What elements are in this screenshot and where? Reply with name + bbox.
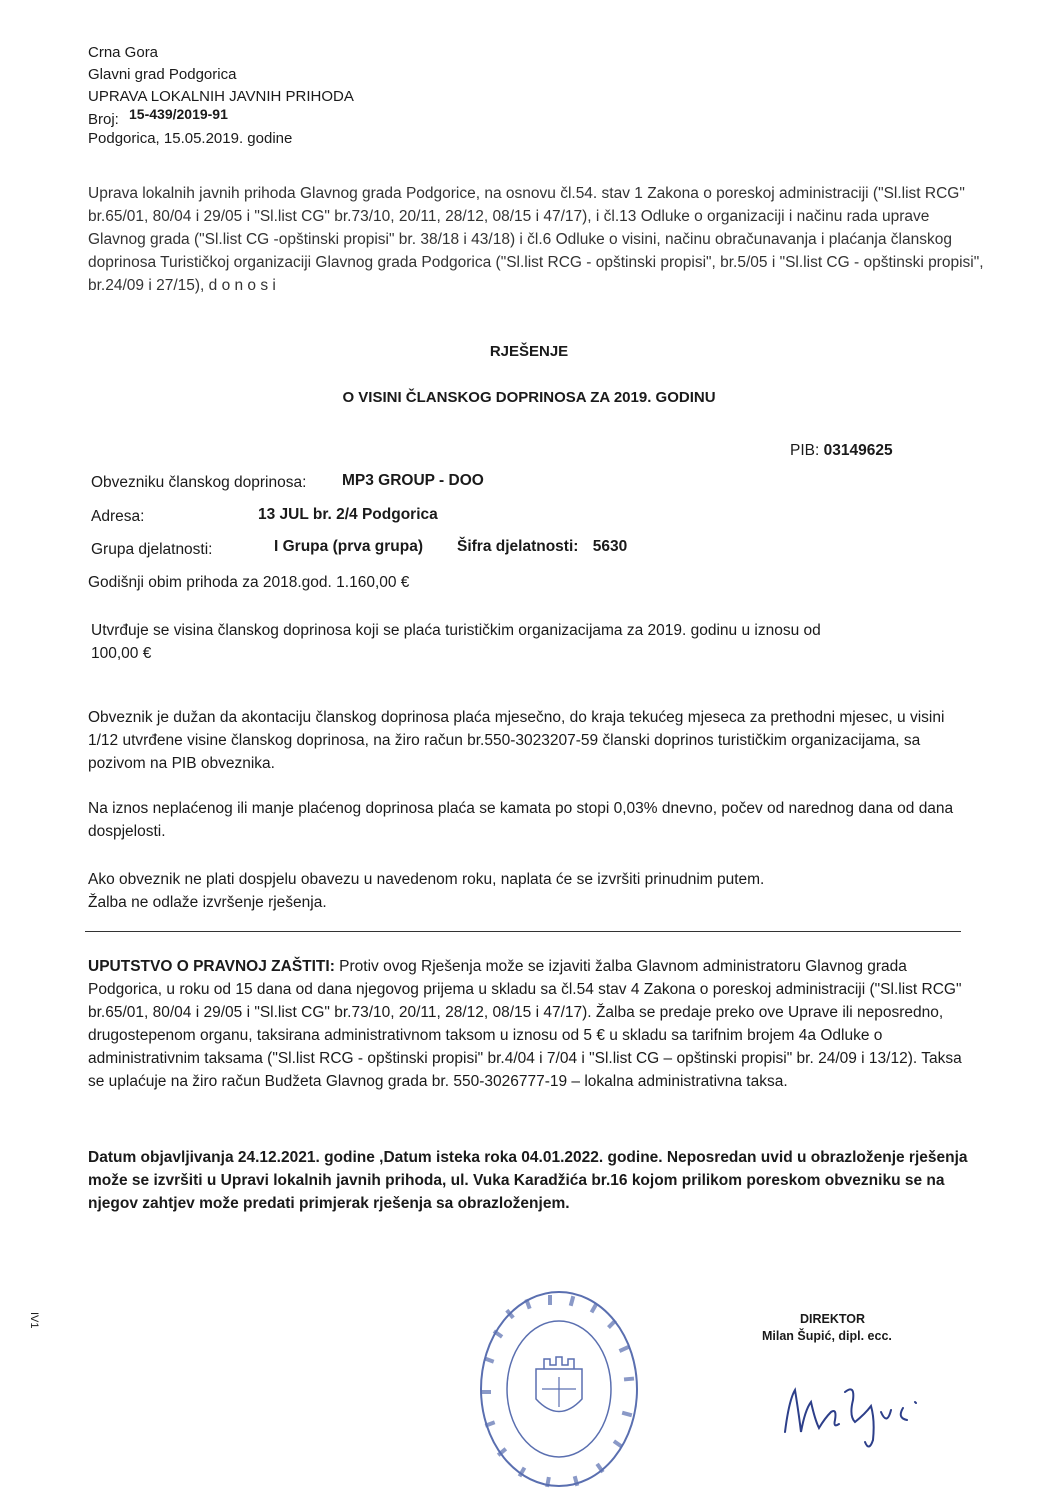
- enforcement-line: Ako obveznik ne plati dospjelu obavezu u navedenom roku, naplata će se izvršiti prinudnim putem.: [88, 871, 765, 888]
- legal-instructions: [88, 955, 973, 1093]
- activity-code: [457, 538, 627, 556]
- taxpayer-group-label: Grupa djelatnosti:: [91, 541, 213, 558]
- header-office: UPRAVA LOKALNIH JAVNIH PRIHODA: [88, 88, 354, 105]
- taxpayer-name-value: MP3 GROUP - DOO: [342, 472, 484, 489]
- signatory-name: Milan Šupić, dipl. ecc.: [762, 1329, 892, 1343]
- header-city: Glavni grad Podgorica: [88, 66, 237, 83]
- intro-paragraph: Uprava lokalnih javnih prihoda Glavnog grada Podgorice, na osnovu čl.54. stav 1 Zakona o poreskoj administraciji ("Sl.list RCG" br.65/01, 80/04 i 29/05 i "Sl.list CG" br.73/10, 20/11, 28/12, 08/15 i 47/17), i čl.13 Odluke o organizaciji i načinu rada uprave Glavnog grada ("Sl.list CG -opštinski propisi" br. 38/18 i 43/18) i čl.6 Odluke o visini, načinu obračunavanja i plaćanja članskog doprinosa Turističkoj organizaciji Glavnog grada Podgorica ("Sl.list RCG - opštinski propisi", br.5/05 i "Sl.list CG - opštinski propisi", br.24/09 i 27/15), d o n o s i: [88, 185, 984, 294]
- document-subtitle: O VISINI ČLANSKOG DOPRINOSA ZA 2019. GODINU: [342, 389, 716, 406]
- activity-code-label: Šifra djelatnosti:: [457, 538, 579, 555]
- publication-notice: Datum objavljivanja 24.12.2021. godine ,Datum isteka roka 04.01.2022. godine. Neposredan uvid u obrazloženje rješenja može se izvršiti u Upravi lokalnih javnih prihoda, ul. Vuka Karadžića br.16 kojom prilikom poreskom obvezniku se na njegov zahtjev može predati primjerak rješenja sa obrazloženjem.: [88, 1149, 968, 1212]
- official-stamp: [478, 1289, 640, 1489]
- pib-label: PIB:: [790, 442, 820, 459]
- divider: [85, 931, 961, 932]
- appeal-line: Žalba ne odlaže izvršenje rješenja.: [88, 894, 327, 911]
- activity-code-value: 5630: [592, 538, 628, 555]
- legal-heading: UPUTSTVO O PRAVNOJ ZAŠTITI:: [88, 958, 335, 975]
- taxpayer-name-label: Obvezniku članskog doprinosa:: [91, 474, 307, 491]
- decision-amount: 100,00 €: [91, 645, 152, 662]
- signatory-title: DIREKTOR: [800, 1312, 866, 1326]
- annual-income: Godišnji obim prihoda za 2018.god. 1.160,00 €: [88, 574, 410, 591]
- document-title: RJEŠENJE: [489, 343, 569, 360]
- taxpayer-address-label: Adresa:: [91, 508, 145, 525]
- taxpayer-address-value: 13 JUL br. 2/4 Podgorica: [258, 506, 438, 523]
- handwritten-signature: [775, 1370, 935, 1455]
- legal-text: Protiv ovog Rješenja može se izjaviti žalba Glavnom administratoru Glavnog grada Podgorica, u roku od 15 dana od dana njegovog prijema u skladu sa čl.54 stav 4 Zakona o poreskoj administraciji ("Sl.list RCG" br.65/01, 80/04 i 29/05 i "Sl.list CG" br.73/10, 20/11, 28/12, 08/15 i 47/17). Žalba se predaje preko ove Uprave ili neposredno, drugostepenom organu, taksirana administrativnom taksom u iznosu od 5 € u skladu sa tarifnim brojem 4a Odluke o administrativnim taksama ("Sl.list RCG - opštinski propisi" br.4/04 i 7/04 i "Sl.list CG – opštinski propisi" br. 24/09 i 13/12). Taksa se uplaćuje na žiro račun Budžeta Glavnog grada br. 550-3026777-19 – lokalna administrativna taksa.: [88, 958, 962, 1090]
- decision-line: Utvrđuje se visina članskog doprinosa koji se plaća turističkim organizacijama za 2019. godinu u iznosu od: [91, 622, 821, 639]
- pib: [790, 442, 893, 460]
- document-number-value: 15-439/2019-91: [129, 106, 228, 122]
- taxpayer-group-value: I Grupa (prva grupa): [274, 538, 423, 555]
- header-country: Crna Gora: [88, 44, 159, 61]
- interest-paragraph: Na iznos neplaćenog ili manje plaćenog doprinosa plaća se kamata po stopi 0,03% dnevno, počev od narednog dana od dana dospjelosti.: [88, 800, 954, 840]
- document-number-label: Broj:: [88, 111, 119, 128]
- place-date: Podgorica, 15.05.2019. godine: [88, 130, 293, 147]
- pib-value: 03149625: [823, 442, 893, 459]
- payment-paragraph: Obveznik je dužan da akontaciju članskog doprinosa plaća mjesečno, do kraja tekućeg mjeseca za prethodni mjesec, u visini 1/12 utvrđene visine članskog doprinosa, na žiro račun br.550-3023207-59 članski doprinos turističkim organizacijama, sa pozivom na PIB obveznika.: [88, 709, 945, 772]
- margin-mark: IV1: [28, 1312, 40, 1329]
- document-number: [88, 106, 228, 128]
